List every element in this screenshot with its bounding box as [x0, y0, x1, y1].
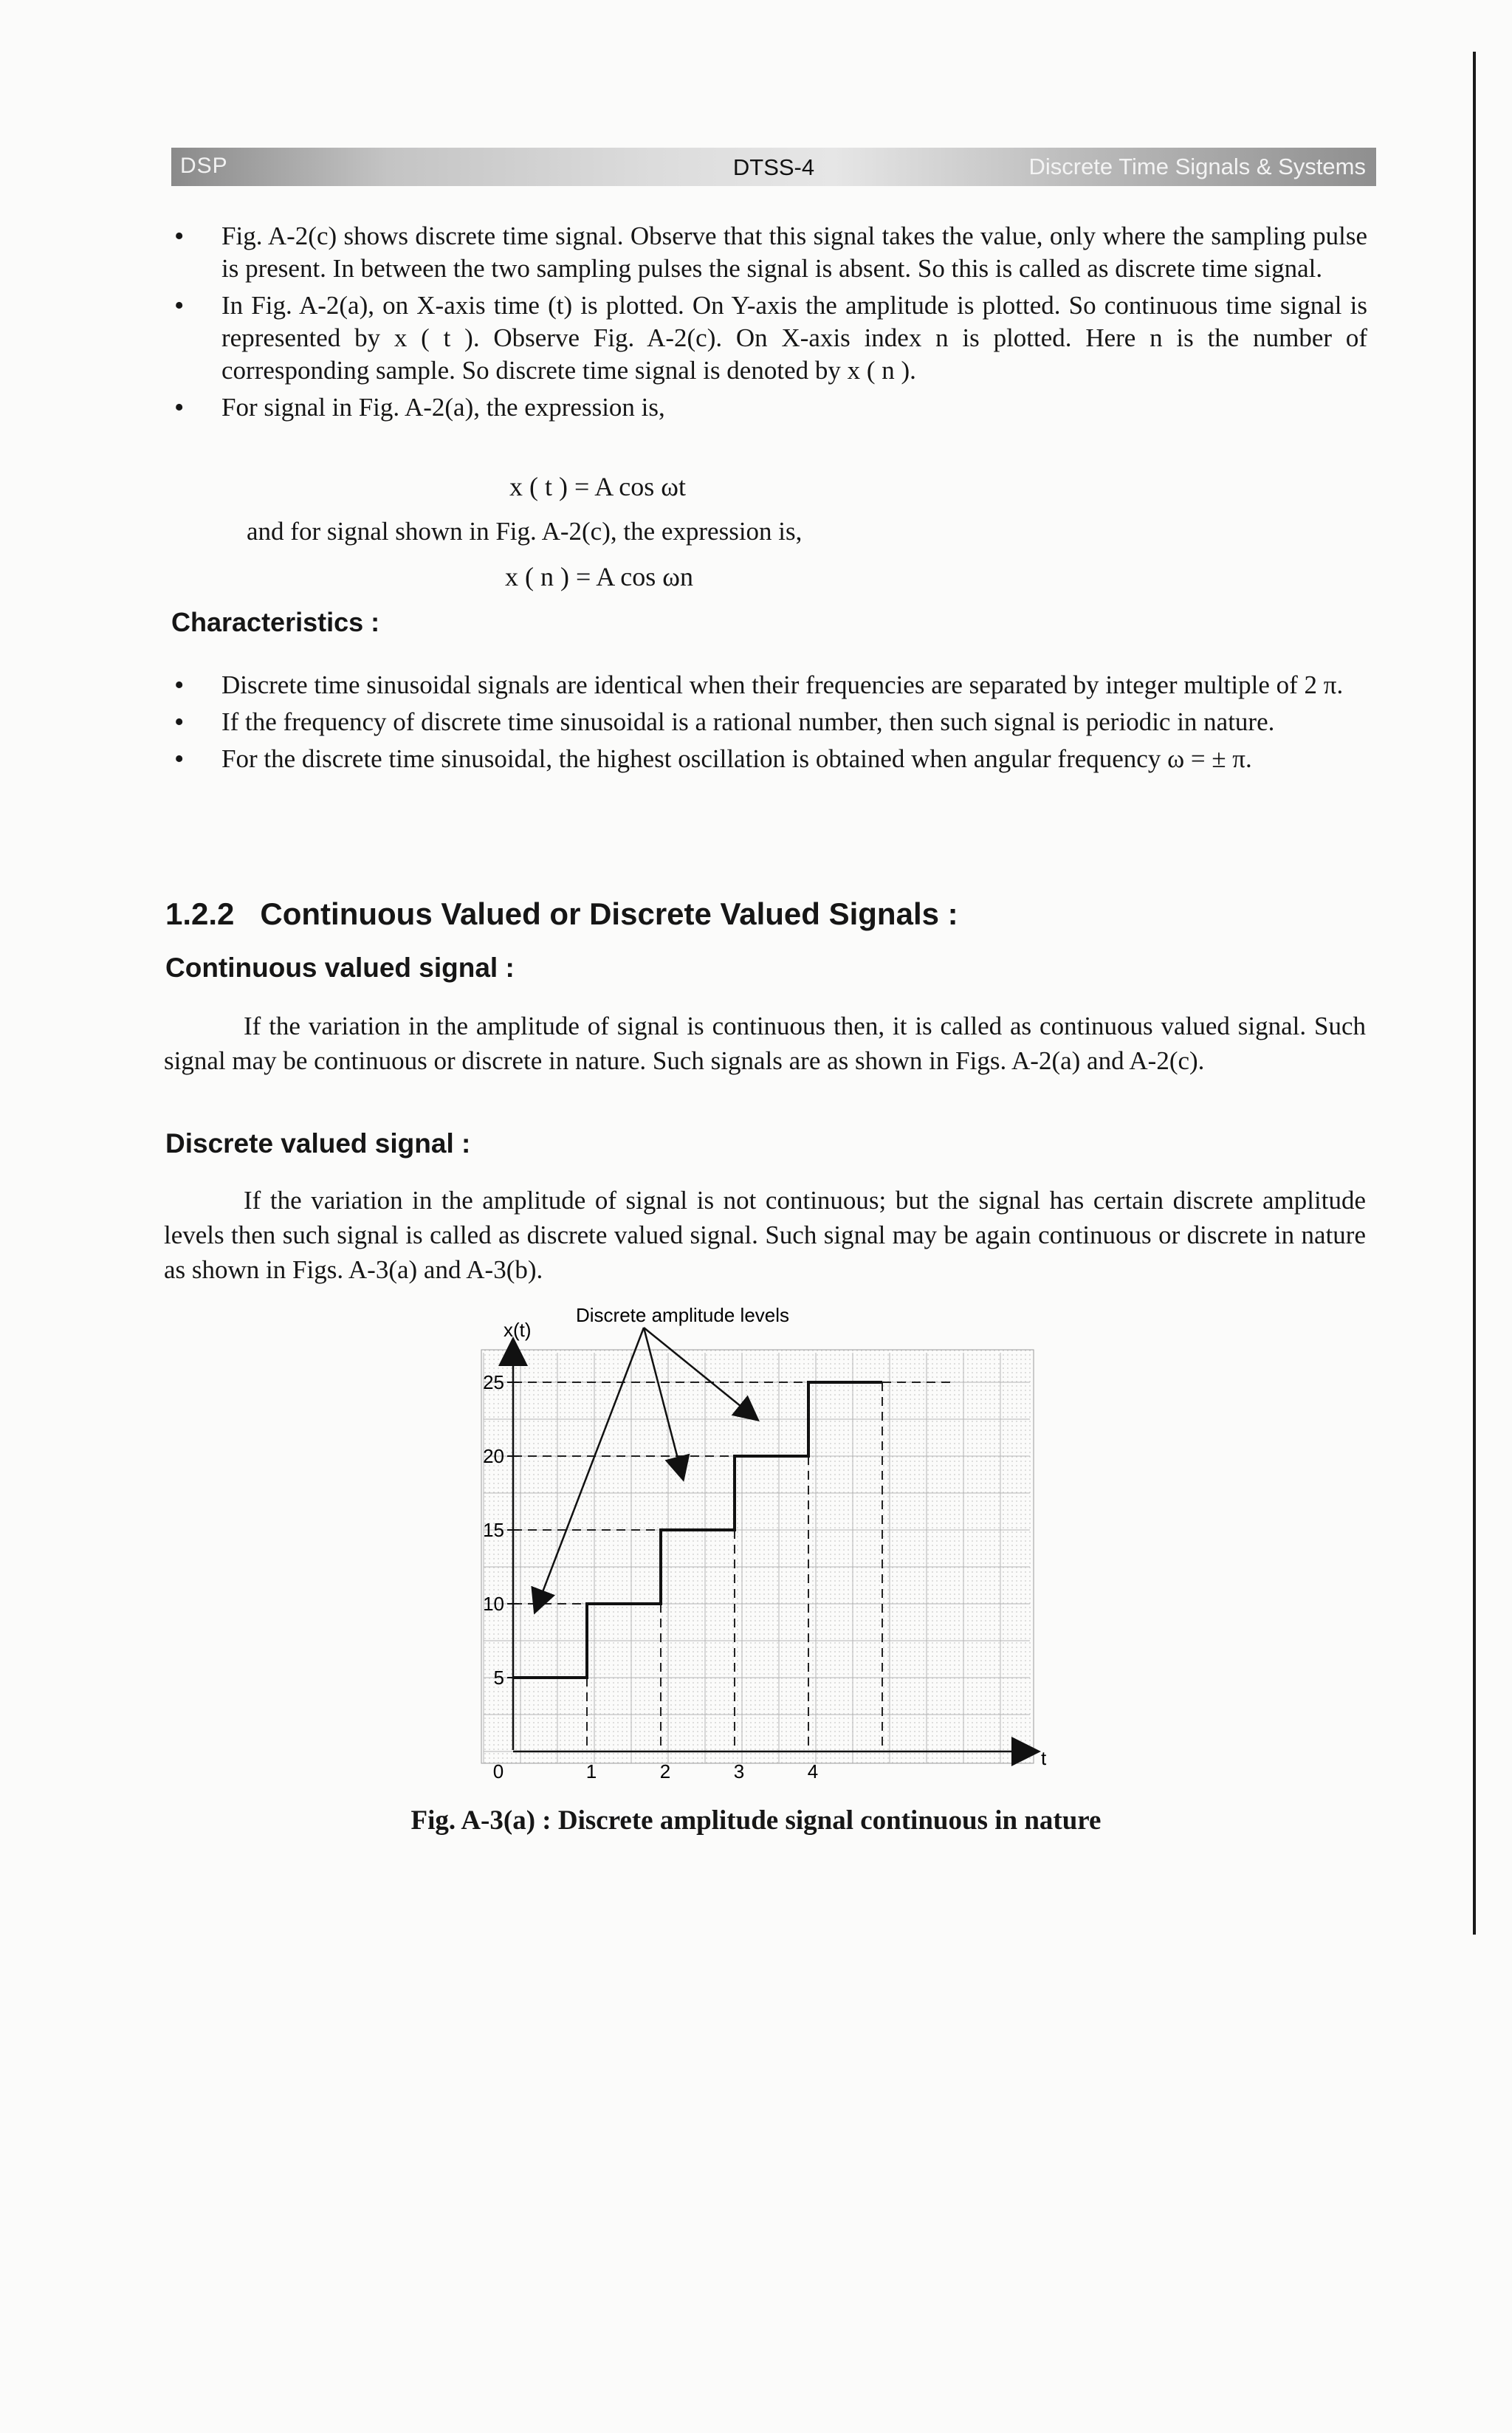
header-left-label: DSP	[180, 154, 228, 178]
bullet-item: • Discrete time sinusoidal signals are identical when their frequencies are separated by integer multiple of 2 π.	[171, 669, 1367, 701]
chart-annotation-label: Discrete amplitude levels	[576, 1304, 790, 1326]
x-axis-label: t	[1041, 1747, 1047, 1769]
header-chapter-title: Discrete Time Signals & Systems	[1028, 154, 1366, 179]
x-tick-label: 0	[492, 1760, 504, 1782]
x-tick-label: 1	[585, 1760, 597, 1782]
y-tick-label: 25	[483, 1371, 504, 1393]
bullet-item: • In Fig. A-2(a), on X-axis time (t) is plotted. On Y-axis the amplitude is plotted. So continuous time signal is represented by x ( t ). Observe Fig. A-2(c). On X-axis index n is plotted. Here n is the number of corresponding sample. So discrete time signal is denoted by x ( n ).	[171, 289, 1367, 387]
y-tick-label: 10	[483, 1593, 504, 1615]
figure-caption: Fig. A-3(a) : Discrete amplitude signal continuous in nature	[410, 1805, 1102, 1836]
bullet-item: • Fig. A-2(c) shows discrete time signal. Observe that this signal takes the value, only where the sampling pulse is present. In between the two sampling pulses the signal is absent. So this is called as discrete time signal.	[171, 220, 1367, 285]
discrete-valued-paragraph: If the variation in the amplitude of signal is not continuous; but the signal has certain discrete amplitude levels then such signal is called as discrete valued signal. Such signal may be again continuous or discrete in nature as shown in Figs. A-3(a) and A-3(b).	[164, 1186, 1366, 1284]
equation-discrete: x ( n ) = A cos ωn	[505, 562, 693, 591]
figure-a3a-chart	[443, 1300, 1078, 1816]
equation-continuous: x ( t ) = A cos ωt	[509, 472, 686, 501]
y-tick-label: 5	[493, 1667, 504, 1689]
x-tick-label: 4	[807, 1760, 819, 1782]
x-tick-label: 2	[659, 1760, 671, 1782]
bullet-item: • For signal in Fig. A-2(a), the expression is,	[171, 391, 1367, 424]
discrete-valued-heading: Discrete valued signal :	[165, 1128, 471, 1159]
and-text: and for signal shown in Fig. A-2(c), the expression is,	[247, 517, 803, 546]
y-axis-label: x(t)	[504, 1319, 532, 1341]
bullet-item: • If the frequency of discrete time sinusoidal is a rational number, then such signal is periodic in nature.	[171, 706, 1367, 738]
x-tick-label: 3	[733, 1760, 745, 1782]
plot-area-background	[481, 1350, 1034, 1763]
bullet-item: • For the discrete time sinusoidal, the highest oscillation is obtained when angular frequency ω = ± π.	[171, 743, 1367, 775]
y-tick-label: 20	[483, 1445, 504, 1467]
header-page-id: DTSS-4	[732, 154, 815, 180]
intro-bullet-list	[171, 220, 1367, 428]
characteristics-bullet-list	[171, 669, 1367, 780]
page-header-banner	[171, 148, 1376, 186]
continuous-valued-paragraph: If the variation in the amplitude of signal is continuous then, it is called as continuous valued signal. Such signal may be continuous or discrete in nature. Such signals are as shown in Figs. A-2(a) and A-2(c).	[164, 1012, 1366, 1075]
section-heading: 1.2.2 Continuous Valued or Discrete Valued Signals :	[165, 896, 958, 931]
characteristics-heading: Characteristics :	[171, 607, 380, 637]
right-margin-rule	[1473, 52, 1476, 1935]
y-tick-label: 15	[483, 1519, 504, 1541]
continuous-valued-heading: Continuous valued signal :	[165, 953, 515, 983]
